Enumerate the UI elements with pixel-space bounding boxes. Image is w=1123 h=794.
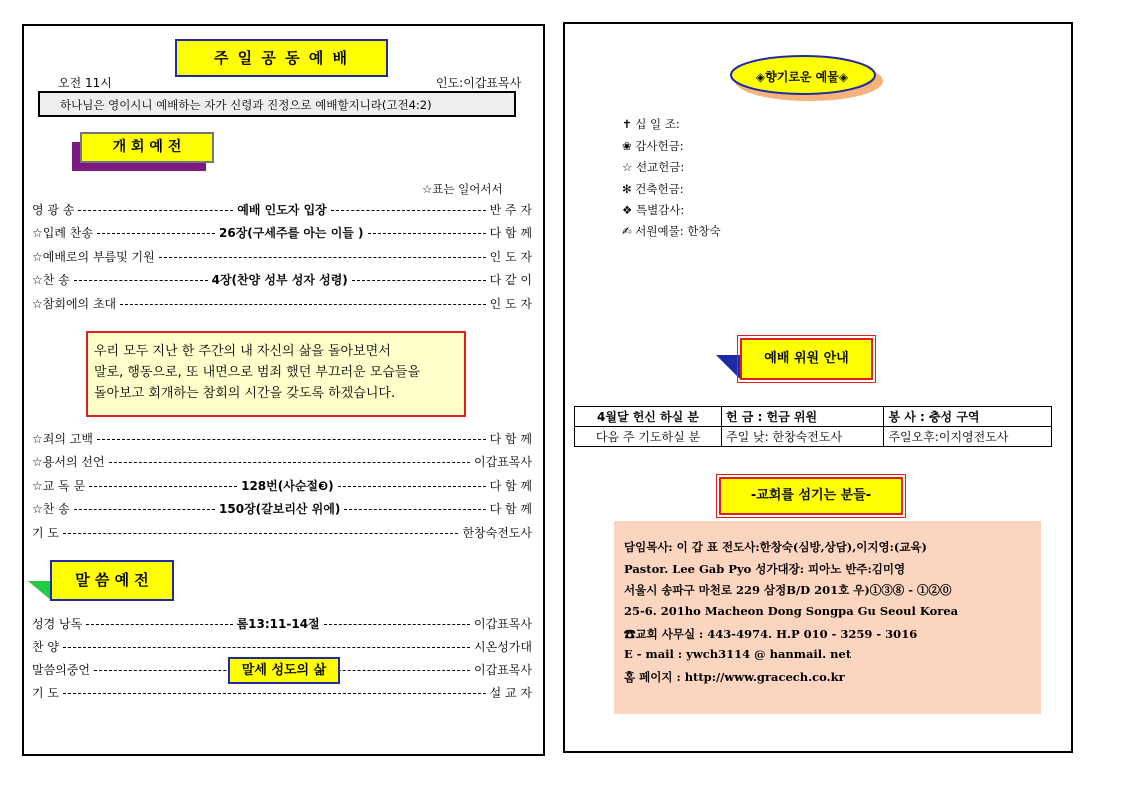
servers-table [574, 406, 1052, 447]
order-row [32, 523, 532, 541]
order-row [32, 476, 532, 494]
order-item-label: ☆교 독 문 [32, 478, 86, 493]
worship-leader: 인도:이갑표목사 [436, 76, 522, 90]
dash-leader [159, 257, 486, 258]
order-item-person: 이갑표목사 [474, 616, 532, 631]
dash-leader [352, 280, 486, 281]
staff-line: Pastor. Lee Gab Pyo 성가대장: 피아노 반주:김미영 [624, 562, 906, 576]
order-item-person: 한창숙전도사 [462, 525, 532, 540]
dash-leader [74, 509, 215, 510]
table-cell: 주일 낮: 한창숙전도사 [722, 427, 884, 447]
staff-title: -교회를 섬기는 분들- [719, 477, 903, 515]
order-item-person: 시온성가대 [474, 639, 532, 654]
order-item-label: 말씀의중언 [32, 662, 90, 677]
offering-title: ◈향기로운 예물◈ [755, 70, 849, 84]
worship-time: 오전 11시 [58, 76, 112, 90]
dash-leader [89, 486, 237, 487]
offering-thanks: ❀ 감사헌금: [622, 139, 684, 153]
table-cell: 주일오후:이지영전도사 [884, 427, 1052, 447]
order-item-person: 설 교 자 [489, 685, 532, 700]
order-row [32, 637, 532, 655]
repentance-line: 돌아보고 회개하는 참회의 시간을 갖도록 하겠습니다. [94, 386, 396, 401]
order-row [32, 247, 532, 265]
dash-leader [86, 624, 232, 625]
order-item-detail: 예배 인도자 입장 [237, 202, 327, 217]
order-item-person: 다 같 이 [489, 273, 533, 287]
servers-title: 예배 위원 안내 [740, 338, 873, 380]
order-item-label: 성경 낭독 [32, 616, 83, 631]
repentance-line: 말로, 행동으로, 또 내면으로 범죄 했던 부끄러운 모습들을 [94, 365, 421, 380]
dash-leader [74, 280, 208, 281]
dash-leader [97, 233, 215, 234]
order-row [32, 500, 532, 518]
order-row [32, 294, 532, 312]
order-item-detail: 4장(찬양 성부 성자 성령) [211, 273, 348, 287]
order-item-label: ☆찬 송 [32, 273, 70, 287]
repentance-line: 우리 모두 지난 한 주간의 내 자신의 삶을 돌아보면서 [94, 344, 391, 359]
order-item-label: ☆입례 찬송 [32, 226, 93, 240]
dash-leader [120, 304, 485, 305]
dash-leader [324, 624, 470, 625]
order-item-person: 인 도 자 [489, 249, 532, 264]
section2-title: 말 씀 예 전 [50, 560, 174, 601]
order-item-person: 이갑표목사 [474, 662, 532, 677]
order-item-person: 다 함 께 [489, 226, 533, 240]
dash-leader [109, 462, 470, 463]
section1-title: 개 회 예 전 [80, 132, 214, 163]
order-item-label: 찬 양 [32, 639, 59, 654]
order-row [32, 271, 532, 289]
order-item-person: 반 주 자 [489, 202, 533, 217]
order-row [32, 429, 532, 447]
table-row [575, 407, 1052, 427]
offering-building: ✻ 건축헌금: [622, 182, 684, 196]
dash-leader [97, 439, 486, 440]
order-item-label: ☆예배로의 부름및 기원 [32, 249, 155, 264]
table-cell: 봉 사 : 충성 구역 [884, 407, 1052, 427]
order-item-person: 이갑표목사 [474, 455, 532, 469]
offering-special: ❖ 특별감사: [622, 203, 685, 217]
order-item-label: ☆찬 송 [32, 502, 70, 516]
staff-line: 홈 페이지 : http://www.gracech.co.kr [624, 670, 845, 684]
staff-line: 담임목사: 이 갑 표 전도사:한창숙(심방,상담),이지영:(교육) [624, 540, 927, 554]
table-row [575, 427, 1052, 447]
staff-line: ☎교회 사무실 : 443-4974. H.P 010 - 3259 - 3016 [624, 627, 918, 641]
order-item-label: ☆죄의 고백 [32, 431, 93, 446]
dash-leader [331, 210, 486, 211]
staff-line: 서울시 송파구 마천로 229 삼정B/D 201호 우)①③⑧ - ①②⓪ [624, 583, 952, 597]
order-item-person: 다 함 께 [489, 502, 533, 516]
offering-vow: ✍ 서원예물: 한창숙 [622, 224, 721, 238]
order-row [32, 200, 532, 218]
dash-leader [63, 533, 458, 534]
table-cell: 다음 주 기도하실 분 [575, 427, 722, 447]
order-item-label: 기 도 [32, 685, 59, 700]
dash-leader [63, 647, 470, 648]
order-item-label: ☆참회에의 초대 [32, 296, 117, 311]
order-row [32, 224, 532, 242]
dash-leader [78, 210, 233, 211]
dash-leader [368, 233, 486, 234]
order-row [32, 683, 532, 701]
dash-leader [338, 486, 486, 487]
order-item-label: 영 광 송 [32, 202, 75, 217]
order-item-label: ☆용서의 선언 [32, 455, 105, 469]
offering-mission: ☆ 선교헌금: [622, 160, 685, 174]
dash-leader [344, 509, 485, 510]
order-item-detail: 128번(사순절❸) [241, 478, 334, 493]
order-row [32, 614, 532, 632]
order-row [32, 453, 532, 471]
order-item-person: 인 도 자 [489, 296, 532, 311]
dash-leader [63, 693, 486, 694]
repentance-box [86, 331, 466, 417]
blue-triangle-icon [716, 355, 742, 381]
order-item-detail: 26장(구세주를 아는 이들 ) [219, 226, 364, 240]
order-item-person: 다 함 께 [489, 431, 532, 446]
staff-line: 25-6. 201ho Macheon Dong Songpa Gu Seoul Korea [624, 604, 959, 618]
sermon-title: 말세 성도의 삶 [228, 657, 340, 684]
order-item-label: 기 도 [32, 525, 59, 540]
table-cell: 4월달 헌신 하실 분 [575, 407, 722, 427]
worship-title: 주 일 공 동 예 배 [175, 39, 388, 77]
order-item-person: 다 함 께 [489, 478, 532, 493]
offering-tithe: ✝ 십 일 조: [622, 117, 680, 131]
order-item-detail: 150장(갈보리산 위에) [219, 502, 341, 516]
staff-line: E - mail : ywch3114 @ hanmail. net [624, 647, 852, 661]
table-cell: 헌 금 : 헌금 위원 [722, 407, 884, 427]
order-item-detail: 롬13:11-14절 [236, 616, 320, 631]
scripture-banner: 하나님은 영이시니 예배하는 자가 신령과 진정으로 예배할지니라(고전4:2) [38, 91, 516, 117]
stand-note: ☆표는 일어서서 [422, 182, 503, 196]
staff-info-box [614, 521, 1041, 714]
